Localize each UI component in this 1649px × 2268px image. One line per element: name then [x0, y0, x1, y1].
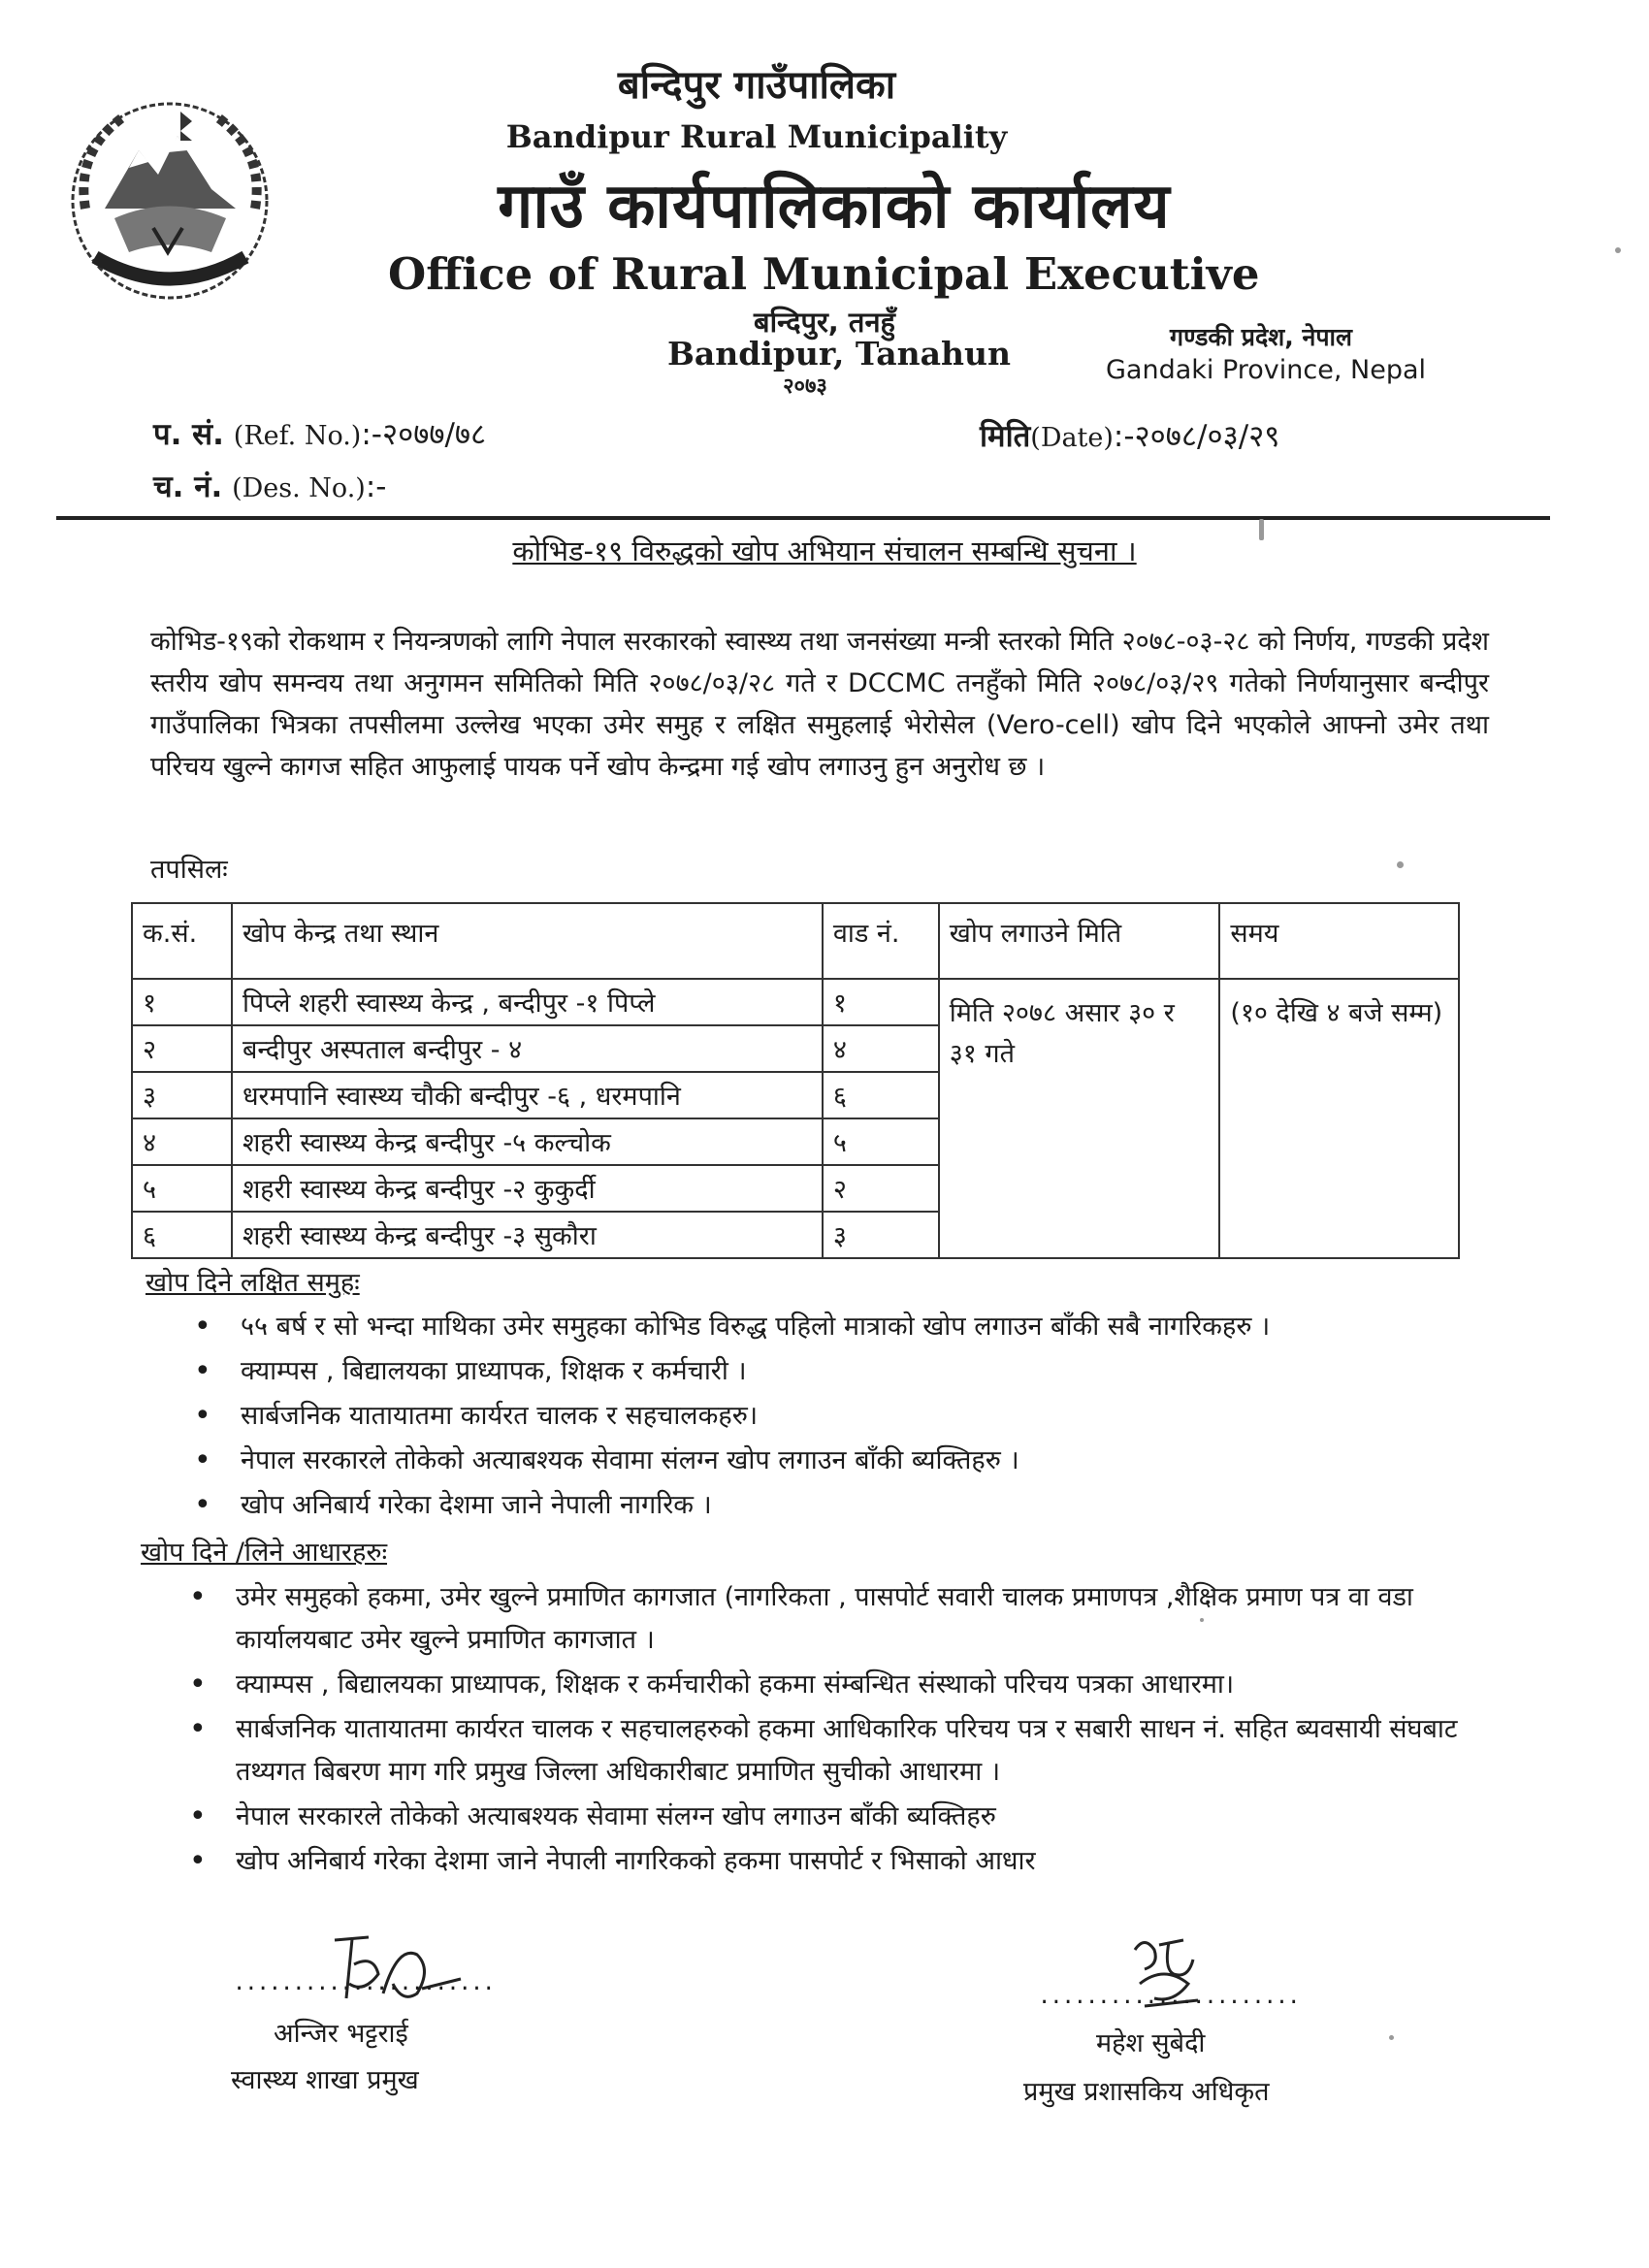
- letter-date: [980, 415, 1279, 456]
- address-en: Bandipur, Tanahun: [666, 335, 1012, 373]
- schedule-label: तपसिलः: [150, 855, 228, 885]
- intro-paragraph: कोभिड-१९को रोकथाम र नियन्त्रणको लागि नेपाल सरकारको स्वास्थ्य तथा जनसंख्या मन्त्री स्तरको मिति २०७८-०३-२८ को निर्णय, गण्डकी प्रदेश स्तरीय खोप समन्वय तथा अनुगमन समितिको मिति २०७८/०३/२८ गते र DCCMC तनहुँको मिति २०७८/०३/२९ गतेको निर्णयानुसार बन्दीपुर गाउँपालिका भित्रका तपसीलमा उल्लेख भएका उमेर समुह र लक्षित समुहलाई भेरोसेल (Vero-cell) खोप दिने भएकोले आफ्नो उमेर तथा परिचय खुल्ने कागज सहित आफुलाई पायक पर्ने खोप केन्द्रमा गई खोप लगाउनु हुन अनुरोध छ ।: [150, 627, 1489, 782]
- list-item: • सार्बजनिक यातायातमा कार्यरत चालक र सहचालहरुको हकमा आधिकारिक परिचय पत्र र सबारी साधन नं. सहित ब्यवसायी संघबाट तथ्यगत बिबरण माग गरि प्रमुख जिल्ला अधिकारीबाट प्रमाणित सुचीको आधारमा ।: [189, 1708, 1489, 1794]
- list-item: • उमेर समुहको हकमा, उमेर खुल्ने प्रमाणित कागजात (नागरिकता , पासपोर्ट सवारी चालक प्रमाणपत्र ,शैक्षिक प्रमाण पत्र वा वडा कार्यालयबाट उमेर खुल्ने प्रमाणित कागजात ।: [189, 1576, 1489, 1662]
- province-en: Gandaki Province, Nepal: [1105, 355, 1427, 385]
- list-item: • क्याम्पस , बिद्यालयका प्राध्यापक, शिक्षक र कर्मचारी ।: [194, 1349, 1494, 1394]
- cell-sn: ४: [132, 1118, 232, 1165]
- des-label-np: च. नं.: [153, 470, 223, 504]
- cell-sn: ५: [132, 1165, 232, 1212]
- list-item: • ५५ बर्ष र सो भन्दा माथिका उमेर समुहका कोभिड विरुद्ध पहिलो मात्राको खोप लगाउन बाँकी सबै नागरिकहरु ।: [194, 1305, 1494, 1349]
- target-groups-heading: खोप दिने लक्षित समुहः: [146, 1268, 360, 1298]
- signature-line-left: ......................: [233, 1971, 495, 1995]
- cell-vaccination-date: मिति २०७८ असार ३० र ३१ गते: [939, 979, 1220, 1258]
- list-item: • खोप अनिबार्य गरेका देशमा जाने नेपाली नागरिकको हकमा पासपोर्ट र भिसाको आधार: [189, 1840, 1489, 1883]
- signatory-left-title: स्वास्थ्य शाखा प्रमुख: [231, 2065, 419, 2095]
- signatory-right-title: प्रमुख प्रशासकिय अधिकृत: [1023, 2077, 1270, 2107]
- date-label-np: मिति: [980, 419, 1031, 454]
- list-item: • सार्बजनिक यातायातमा कार्यरत चालक र सहचालकहरु।: [194, 1394, 1494, 1439]
- des-label-en: (Des. No.): [232, 473, 366, 503]
- table-row: [132, 979, 1459, 1025]
- ref-label-np: प. सं.: [153, 417, 224, 452]
- signatory-right-name: महेश सुबेदी: [1096, 2028, 1206, 2058]
- ref-label-en: (Ref. No.): [233, 421, 362, 451]
- date-value: :-२०७८/०३/२९: [1113, 419, 1280, 454]
- office-name-en: Office of Rural Municipal Executive: [388, 248, 1260, 300]
- cell-center: बन्दीपुर अस्पताल बन्दीपुर - ४: [232, 1025, 823, 1072]
- list-item: • खोप अनिबार्य गरेका देशमा जाने नेपाली नागरिक ।: [194, 1483, 1494, 1528]
- municipality-name-en: Bandipur Rural Municipality: [505, 118, 1008, 155]
- cell-ward: २: [823, 1165, 939, 1212]
- province-np: गण्डकी प्रदेश, नेपाल: [1170, 323, 1352, 351]
- list-item: • क्याम्पस , बिद्यालयका प्राध्यापक, शिक्षक र कर्मचारीको हकमा संम्बन्धित संस्थाको परिचय पत्रका आधारमा।: [189, 1664, 1489, 1706]
- cell-sn: ६: [132, 1212, 232, 1258]
- cell-sn: १: [132, 979, 232, 1025]
- cell-sn: २: [132, 1025, 232, 1072]
- cell-sn: ३: [132, 1072, 232, 1118]
- ref-value: :-२०७७/७८: [361, 417, 487, 452]
- vaccination-schedule-table: [131, 902, 1460, 1259]
- signature-left-scribble: [325, 1926, 470, 2013]
- bases-heading: खोप दिने /लिने आधारहरुः: [141, 1538, 388, 1568]
- cell-ward: १: [823, 979, 939, 1025]
- municipality-name-np: बन्दिपुर गाउँपालिका: [617, 63, 896, 108]
- table-header-row: [132, 903, 1459, 979]
- signature-line-right: ......................: [1038, 1985, 1300, 2009]
- cell-center: शहरी स्वास्थ्य केन्द्र बन्दीपुर -२ कुकुर्दी: [232, 1165, 823, 1212]
- date-label-en: (Date): [1030, 423, 1114, 453]
- scan-speck: [1615, 247, 1621, 253]
- list-item: • नेपाल सरकारले तोकेको अत्याबश्यक सेवामा संलग्न खोप लगाउन बाँकी ब्यक्तिहरु: [189, 1796, 1489, 1838]
- col-header-time: समय: [1219, 903, 1459, 979]
- ref-number: [153, 413, 486, 454]
- cell-ward: ३: [823, 1212, 939, 1258]
- cell-vaccination-time: (१० देखि ४ बजे सम्म): [1219, 979, 1459, 1258]
- col-header-sn: क.सं.: [132, 903, 232, 979]
- subject-text: कोभिड-१९ विरुद्धको खोप अभियान संचालन सम्बन्धि सुचना ।: [512, 535, 1137, 567]
- cell-center: शहरी स्वास्थ्य केन्द्र बन्दीपुर -३ सुकौरा: [232, 1212, 823, 1258]
- target-groups-list: [194, 1305, 1494, 1528]
- nepal-emblem-logo: [56, 92, 284, 315]
- signatory-left-name: अन्जिर भट्टराई: [274, 2019, 408, 2049]
- col-header-ward: वाड नं.: [823, 903, 939, 979]
- address-np: बन्दिपुर, तनहुँ: [754, 306, 895, 339]
- office-name-np: गाउँ कार्यपालिकाको कार्यालय: [498, 171, 1171, 243]
- header-divider: [56, 516, 1550, 520]
- scan-speck: [1397, 861, 1404, 868]
- scan-speck: [1200, 1618, 1204, 1622]
- cell-center: पिप्ले शहरी स्वास्थ्य केन्द्र , बन्दीपुर -१ पिप्ले: [232, 979, 823, 1025]
- notice-subject: [252, 532, 1397, 569]
- cell-ward: ५: [823, 1118, 939, 1165]
- bases-list: [189, 1576, 1489, 1885]
- established-year: २०७३: [783, 374, 827, 399]
- list-item: • नेपाल सरकारले तोकेको अत्याबश्यक सेवामा संलग्न खोप लगाउन बाँकी ब्यक्तिहरु ।: [194, 1439, 1494, 1483]
- col-header-center: खोप केन्द्र तथा स्थान: [232, 903, 823, 979]
- des-value: :-: [365, 470, 387, 504]
- cell-ward: ६: [823, 1072, 939, 1118]
- scan-speck: [1389, 2035, 1394, 2040]
- scan-speck: [1259, 519, 1264, 540]
- cell-ward: ४: [823, 1025, 939, 1072]
- des-number: [153, 466, 386, 506]
- col-header-date: खोप लगाउने मिति: [939, 903, 1220, 979]
- cell-center: शहरी स्वास्थ्य केन्द्र बन्दीपुर -५ कल्चोक: [232, 1118, 823, 1165]
- cell-center: धरमपानि स्वास्थ्य चौकी बन्दीपुर -६ , धरमपानि: [232, 1072, 823, 1118]
